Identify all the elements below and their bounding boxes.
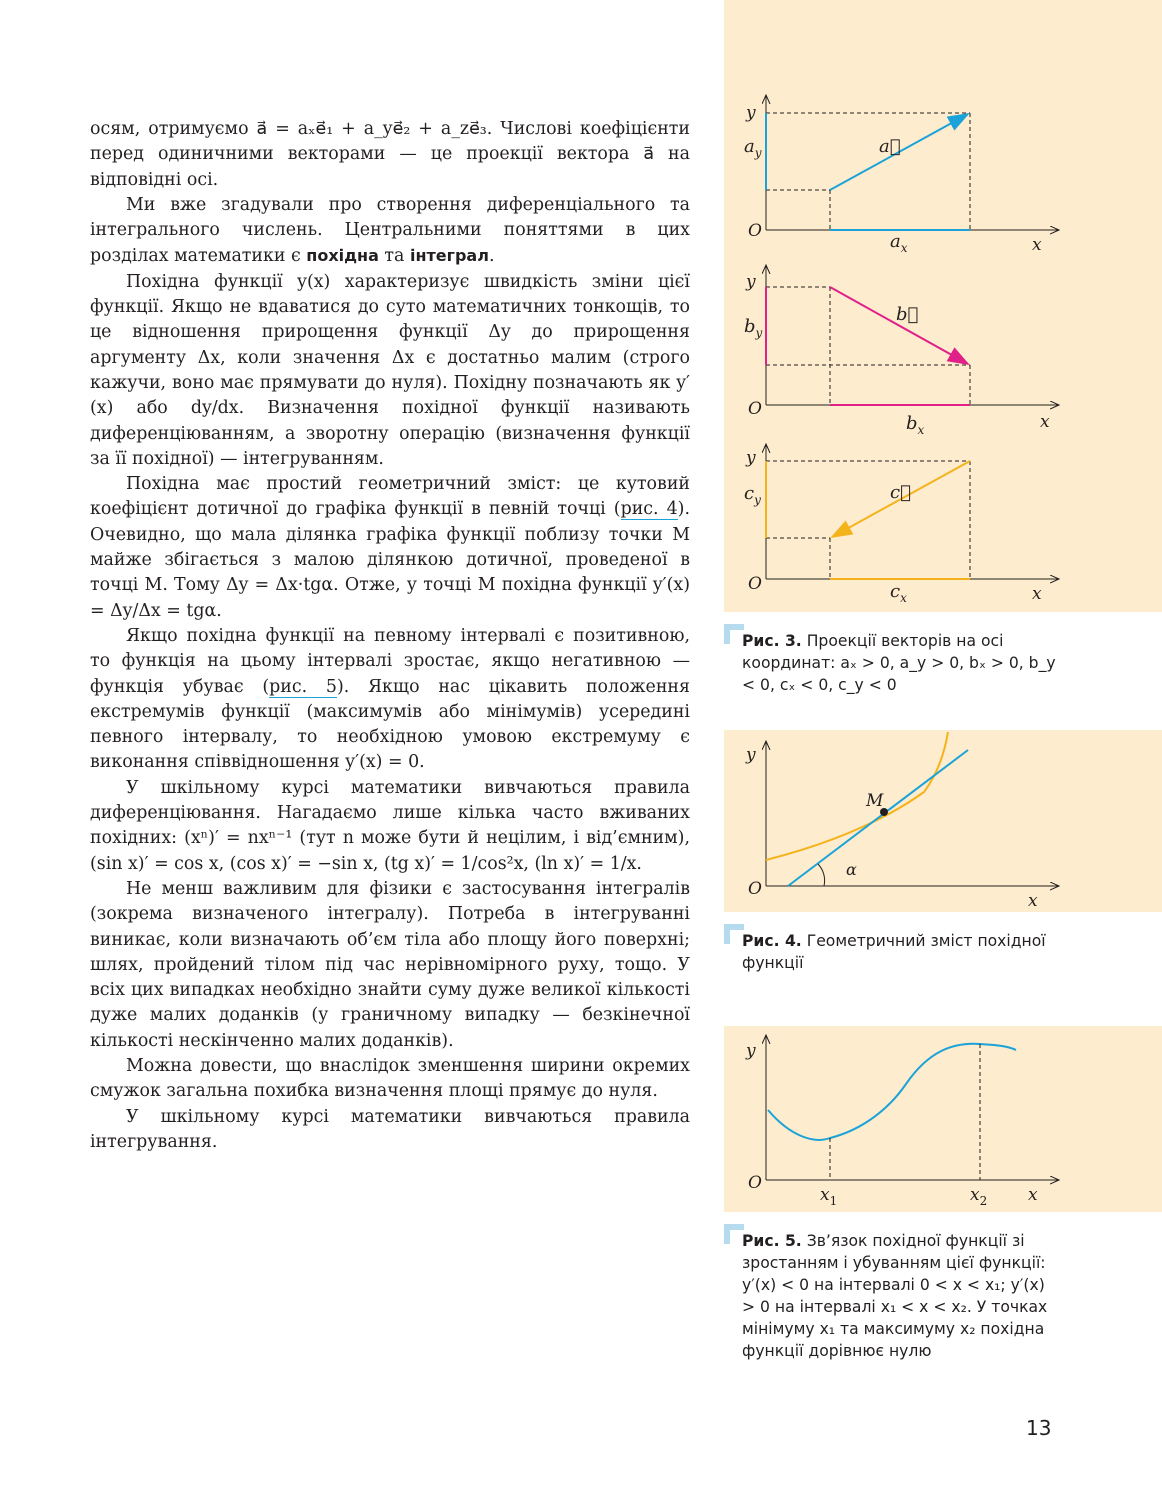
label-x: x [1028, 891, 1038, 911]
label-bx: $b_x$ [906, 413, 925, 437]
label-x1: $x_1$ [820, 1185, 838, 1208]
main-text-column [90, 117, 690, 1155]
paragraph-2-end: . [488, 246, 495, 267]
paragraph-7: Не менш важливим для фізики є застосування інтегралів (зокрема визначеного інтегралу). Потреба в інтегруванні виникає, коли визначають об’єм тіла або площу його поверхні; шлях, пройдений тілом під час нерівномірного руху, тощо. У всіх цих випадках необхідно знайти суму дуже великої кількості дуже малих доданків (у граничному випадку — безкінечної кількості нескінченно малих доданків). [90, 878, 690, 1051]
label-vector-b: b⃗ [896, 304, 919, 325]
figure-3-caption-text: Проекції векторів на осі координат: aₓ > 0, a_y > 0, bₓ > 0, b_y < 0, cₓ < 0, c_y < 0 [742, 632, 1056, 694]
label-origin: O [748, 879, 762, 899]
label-y: y [746, 745, 756, 765]
label-x2: $x_2$ [970, 1185, 988, 1208]
paragraph-9: У шкільному курсі математики вивчаються правила інтегрування. [90, 1106, 690, 1152]
figure-5-extrema [724, 1026, 1162, 1212]
panel-c [744, 445, 1058, 605]
label-origin: O [748, 1173, 762, 1193]
figure-3-caption [742, 630, 1060, 696]
label-M: M [866, 791, 884, 811]
tangent-line [788, 750, 968, 886]
label-y: y [746, 272, 756, 292]
label-x: x [1040, 412, 1050, 432]
label-x: x [1032, 584, 1042, 604]
vector-b [830, 287, 968, 364]
caption-marker [724, 624, 744, 644]
panel-b [744, 266, 1058, 437]
figure-5-caption [742, 1230, 1060, 1362]
paragraph-8: Можна довести, що внаслідок зменшення ширини окремих смужок загальна похибка визначення площі прямує до нуля. [90, 1055, 690, 1102]
label-ax: $a_x$ [890, 231, 908, 255]
paragraph-5-rest: ). Якщо нас цікавить положення екстремумів функції (максимумів або мінімумів) усередині певного інтервалу, то необхідною умовою екстремуму є виконання співвідношення y′(x) = 0. [90, 676, 690, 773]
term-integral: інтеграл [409, 246, 489, 266]
paragraph-5-text: Якщо похідна функції на певному інтервалі є позитивною, то функція на цьому інтервалі зростає, якщо негативною — функція убуває ( [90, 625, 690, 697]
panel-a [744, 96, 1058, 255]
paragraph-4 [90, 472, 690, 624]
paragraph-2-text: Ми вже згадували про створення диференціального та інтегрального числень. Центральними поняттями в цих розділах математики є [90, 194, 690, 267]
paragraph-1: осям, отримуємо a⃗ = aₓe⃗₁ + a_ye⃗₂ + a_ze⃗₃. Числові коефіцієнти перед одиничними векторами — це проекції вектора a⃗ на відповідні осі. [90, 119, 690, 190]
figure-5-link[interactable]: рис. 5 [269, 676, 337, 697]
label-origin: O [748, 221, 762, 241]
paragraph-2 [90, 193, 690, 270]
label-y: y [746, 103, 756, 123]
paragraph-6: У шкільному курсі математики вивчаються правила диференціювання. Нагадаємо лише кілька часто вживаних похідних: (xⁿ)′ = nxⁿ⁻¹ (тут n може бути й нецілим, і від’ємним), (sin x)′ = cos x, (cos x)′ = −sin x, (tg x)′ = 1/cos²x, (ln x)′ = 1/x. [90, 777, 690, 874]
paragraph-4-rest: ). Очевидно, що мала ділянка графіка функції поблизу точки M майже збігається з малою ділянкою дотичної, проведеної в точці M. Тому Δy = Δx·tgα. Отже, у точці M похідна функції y′(x) = Δy/Δx = tgα. [90, 499, 690, 621]
figure-3-caption-label: Рис. 3. [742, 632, 802, 650]
label-ay: $a_y$ [744, 136, 762, 160]
term-derivative: похідна [306, 246, 379, 266]
label-vector-a: a⃗ [879, 136, 901, 157]
label-y: y [746, 448, 756, 468]
label-x: x [1028, 1185, 1038, 1205]
label-origin: O [748, 399, 762, 419]
label-origin: O [748, 574, 762, 594]
figure-3-vector-projections [724, 80, 1162, 612]
paragraph-4-text: Похідна має простий геометричний зміст: це кутовий коефіцієнт дотичної до графіка функції в певній точці ( [90, 474, 690, 520]
figure-5-caption-text: Зв’язок похідної функції зі зростанням і убуванням цієї функції: y′(x) < 0 на інтервалі 0 < x < x₁; y′(x) > 0 на інтервалі x₁ < x < x₂. У точках мінімуму x₁ та максимуму x₂ похідна функції дорівнює нулю [742, 1232, 1048, 1360]
paragraph-3: Похідна функції y(x) характеризує швидкість зміни цієї функції. Якщо не вдаватися до суто математичних тонкощів, то це відношення прирощення функції Δy до прирощення аргументу Δx, коли значення Δx є достатньо малим (строго кажучи, воно має прямувати до нуля). Похідну позначають як y′(x) або dy/dx. Визначення похідної функції називають диференціюванням, а зворотну операцію (визначення функції за її похідної) — інтегруванням. [90, 271, 690, 469]
function-curve [766, 732, 948, 860]
figure-5-caption-label: Рис. 5. [742, 1232, 802, 1250]
paragraph-5 [90, 624, 690, 776]
figure-4-link[interactable]: рис. 4 [620, 499, 678, 520]
label-alpha: α [846, 860, 857, 879]
label-cy: $c_y$ [744, 483, 761, 507]
angle-arc [818, 864, 825, 886]
figure-4-caption-label: Рис. 4. [742, 932, 802, 950]
label-x: x [1032, 235, 1042, 255]
caption-marker [724, 1224, 744, 1244]
label-cx: $c_x$ [890, 581, 907, 605]
caption-marker [724, 924, 744, 944]
paragraph-2-and: та [378, 246, 410, 267]
figure-4-caption-text: Геометричний зміст похідної функції [742, 932, 1046, 972]
function-curve [768, 1044, 1016, 1140]
label-by: $b_y$ [744, 316, 763, 340]
figure-4-tangent [724, 730, 1162, 912]
label-vector-c: c⃗ [890, 482, 911, 503]
label-y: y [746, 1041, 756, 1061]
figure-4-caption [742, 930, 1060, 974]
page-number: 13 [1026, 1416, 1052, 1440]
